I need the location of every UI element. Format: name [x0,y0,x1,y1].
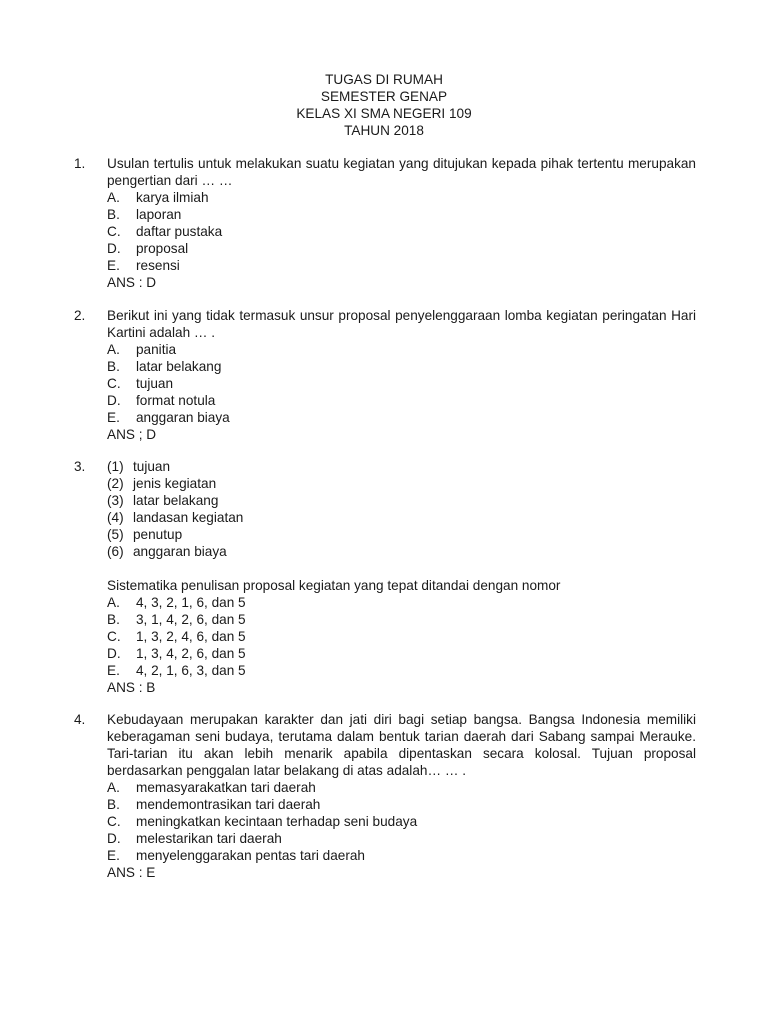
option-letter: E. [107,410,120,425]
option-c [107,628,696,645]
option-letter: D. [107,393,121,408]
option-a [107,341,696,358]
option-text: memasyarakatkan tari daerah [136,780,316,795]
option-text: 3, 1, 4, 2, 6, dan 5 [136,612,246,627]
spacer [107,560,696,577]
list-item [107,509,696,526]
item-number: (2) [107,476,124,491]
option-letter: C. [107,376,121,391]
option-c [107,375,696,392]
option-letter: B. [107,207,120,222]
option-d [107,830,696,847]
option-b [107,358,696,375]
header-class: KELAS XI SMA NEGERI 109 [296,106,472,121]
item-number: (1) [107,459,124,474]
option-e [107,409,696,426]
list-item [107,543,696,560]
option-letter: B. [107,612,120,627]
option-text: menyelenggarakan pentas tari daerah [136,848,365,863]
option-letter: B. [107,797,120,812]
option-text: mendemontrasikan tari daerah [136,797,321,812]
option-b [107,796,696,813]
list-item [107,492,696,509]
option-letter: C. [107,224,121,239]
option-text: karya ilmiah [136,190,209,205]
question-3 [74,458,696,696]
option-text: format notula [136,393,216,408]
header-semester: SEMESTER GENAP [320,89,448,104]
option-text: 1, 3, 2, 4, 6, dan 5 [136,629,246,644]
option-d [107,392,696,409]
question-number: 1. [74,156,86,171]
item-text: penutup [133,527,183,542]
option-c [107,223,696,240]
option-letter: C. [107,629,121,644]
question-stem: Sistematika penulisan proposal kegiatan yang tepat ditandai dengan nomor [107,578,561,593]
option-letter: E. [107,258,120,273]
question-2 [74,307,696,443]
item-number: (5) [107,527,124,542]
option-letter: A. [107,342,120,357]
option-text: 1, 3, 4, 2, 6, dan 5 [136,646,246,661]
option-letter: C. [107,814,121,829]
option-letter: E. [107,663,120,678]
option-a [107,189,696,206]
question-stem: Berikut ini yang tidak termasuk unsur proposal penyelenggaraan lomba kegiatan peringatan Hari Kartini adalah … . [107,308,696,340]
answer-key: ANS : B [107,680,156,695]
header-year: TAHUN 2018 [344,123,424,138]
option-e [107,662,696,679]
option-letter: D. [107,646,121,661]
option-text: proposal [136,241,189,256]
document-header [0,71,768,139]
item-text: latar belakang [133,493,219,508]
option-d [107,645,696,662]
question-number: 2. [74,308,86,323]
option-text: resensi [136,258,180,273]
option-text: anggaran biaya [136,410,230,425]
option-b [107,206,696,223]
answer-key: ANS : E [107,865,156,880]
item-number: (4) [107,510,124,525]
option-letter: A. [107,595,120,610]
option-b [107,611,696,628]
item-text: jenis kegiatan [133,476,217,491]
option-e [107,847,696,864]
option-letter: D. [107,241,121,256]
option-letter: A. [107,190,120,205]
question-1 [74,155,696,291]
question-stem: Usulan tertulis untuk melakukan suatu kegiatan yang ditujukan kepada pihak tertentu merupakan pengertian dari … … [107,156,696,188]
option-text: 4, 2, 1, 6, 3, dan 5 [136,663,246,678]
option-text: panitia [136,342,177,357]
header-title: TUGAS DI RUMAH [325,72,443,87]
list-item [107,458,696,475]
option-a [107,594,696,611]
option-letter: A. [107,780,120,795]
question-number: 3. [74,459,86,474]
option-text: laporan [136,207,182,222]
option-text: 4, 3, 2, 1, 6, dan 5 [136,595,246,610]
answer-key: ANS ; D [107,427,157,442]
option-e [107,257,696,274]
question-number: 4. [74,712,86,727]
option-text: meningkatkan kecintaan terhadap seni budaya [136,814,418,829]
item-text: tujuan [133,459,171,474]
option-text: tujuan [136,376,174,391]
item-text: landasan kegiatan [133,510,244,525]
item-text: anggaran biaya [133,544,227,559]
list-item [107,475,696,492]
option-text: daftar pustaka [136,224,223,239]
list-item [107,526,696,543]
option-d [107,240,696,257]
question-stem: Kebudayaan merupakan karakter dan jati diri bagi setiap bangsa. Bangsa Indonesia memiliki keberagaman seni budaya, terutama dalam bentuk tarian daerah dari Sabang sampai Merauke. Tari-tarian itu akan lebih menarik apabila dipentaskan secara kolosal. Tujuan proposal berdasarkan penggalan latar belakang di atas adalah… … . [107,712,696,778]
option-a [107,779,696,796]
option-text: latar belakang [136,359,222,374]
option-text: melestarikan tari daerah [136,831,282,846]
answer-key: ANS : D [107,275,157,290]
item-number: (3) [107,493,124,508]
option-letter: B. [107,359,120,374]
option-letter: E. [107,848,120,863]
item-number: (6) [107,544,124,559]
option-letter: D. [107,831,121,846]
question-4 [74,711,696,881]
option-c [107,813,696,830]
